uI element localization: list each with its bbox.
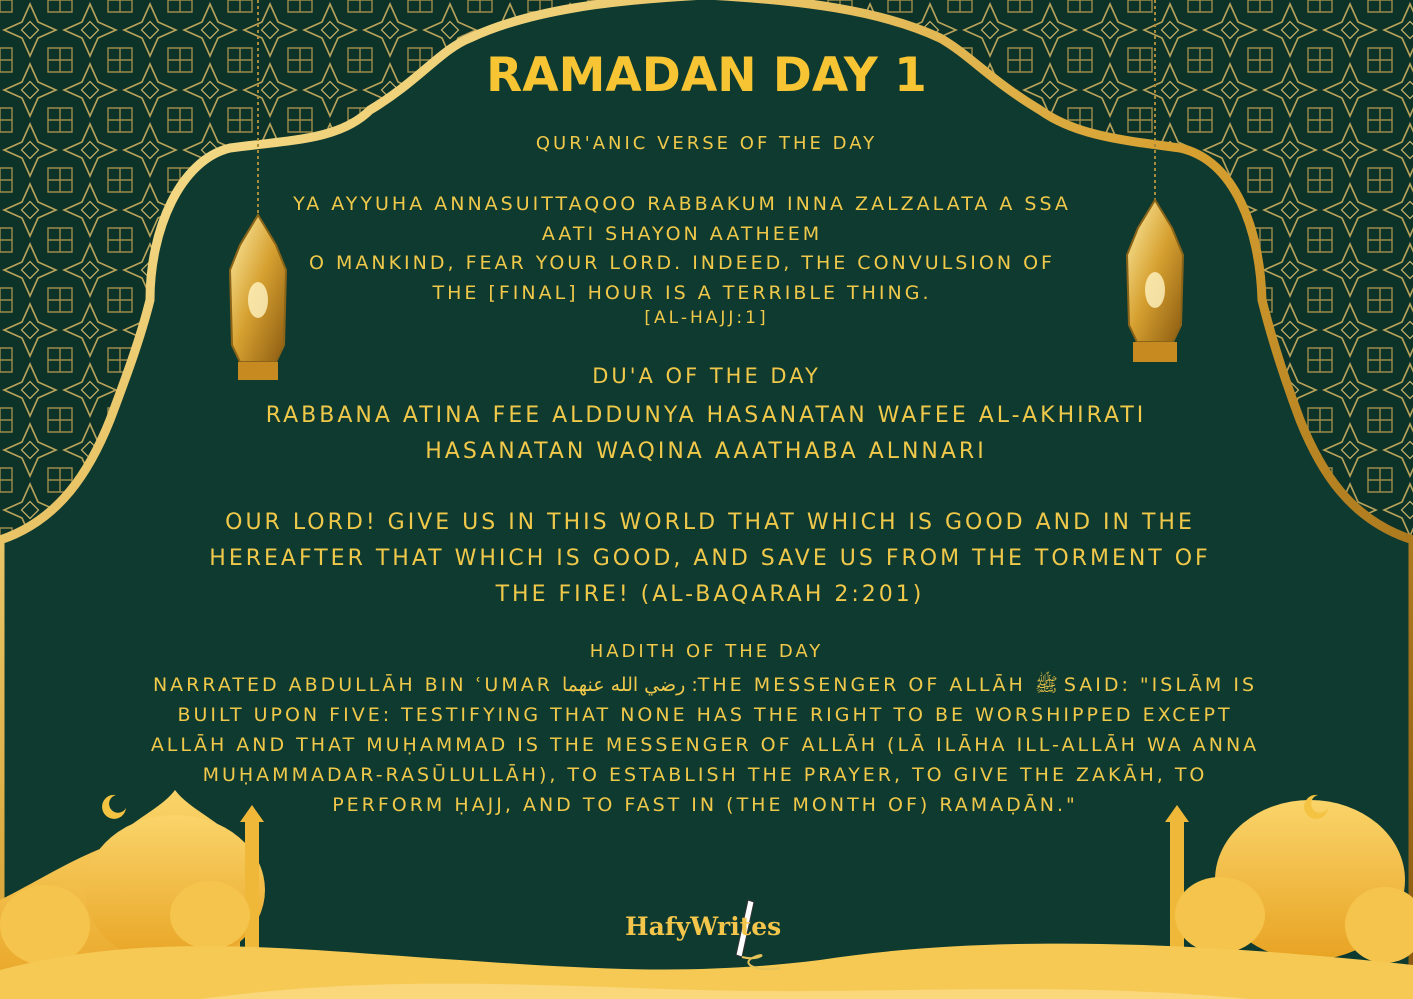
verse-heading: QUR'ANIC VERSE OF THE DAY	[535, 133, 878, 154]
brand-logo: HafyWrites	[625, 912, 782, 941]
dua-heading: DU'A OF THE DAY	[592, 364, 821, 388]
hadith-text: NARRATED ABDULLĀH BIN ʿUMAR رضي الله عنهما :THE MESSENGER OF ALLĀH ﷺ SAID: "ISLĀM IS BUILT UPON FIVE: TESTIFYING THAT NONE HAS THE RIGHT TO BE WORSHIPPED EXCEPT ALLĀH AND THAT MUḤAMMAD IS THE MESSENGER OF ALLĀH (LĀ ILĀHA ILL-ALLĀH WA ANNA MUḤAMMADAR-RASŪLULLĀH), TO ESTABLISH THE PRAYER, TO GIVE THE ZAKĀH, TO PERFORM ḤAJJ, AND TO FAST IN (THE MONTH OF) RAMAḌĀN."	[150, 674, 1260, 816]
verse-translation: O MANKIND, FEAR YOUR LORD. INDEED, THE CONVULSION OF THE [FINAL] HOUR IS A TERRIBLE THING.	[309, 252, 1055, 304]
dua-transliteration: RABBANA ATINA FEE ALDDUNYA HASANATAN WAFEE AL-AKHIRATI HASANATAN WAQINA AAATHABA ALNNARI	[265, 403, 1147, 464]
page-title: RAMADAN DAY 1	[486, 48, 927, 103]
verse-transliteration: YA AYYUHA ANNASUITTAQOO RABBAKUM INNA ZALZALATA A SSA AATI SHAYON AATHEEM	[293, 193, 1071, 245]
dua-translation: OUR LORD! GIVE US IN THIS WORLD THAT WHICH IS GOOD AND IN THE HEREAFTER THAT WHICH IS GOOD, AND SAVE US FROM THE TORMENT OF THE FIRE! (AL-BAQARAH 2:201)	[209, 510, 1211, 607]
verse-reference: [AL-HAJJ:1]	[644, 308, 769, 328]
hadith-heading: HADITH OF THE DAY	[589, 641, 824, 662]
